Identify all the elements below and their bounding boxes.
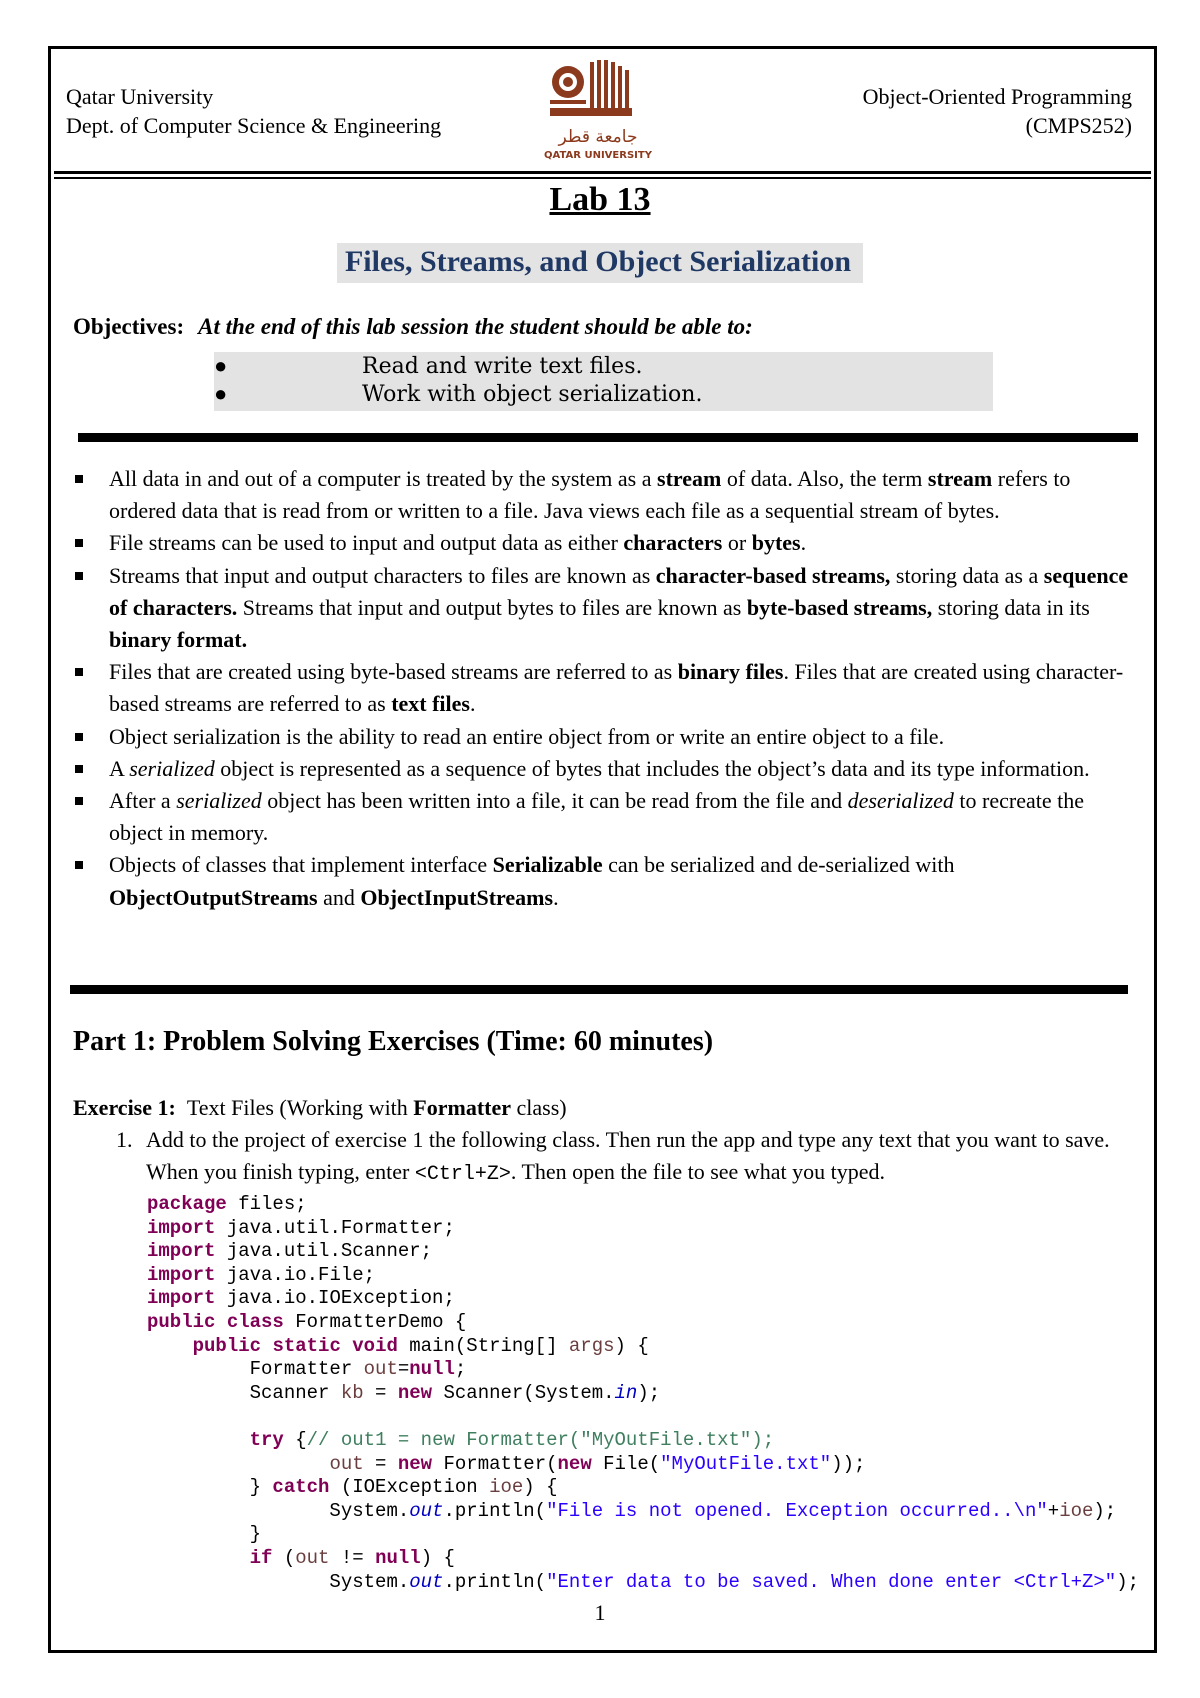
- square-bullet-icon: [75, 539, 83, 547]
- code-token: (IOException: [329, 1476, 490, 1499]
- bullet-dot-icon: ●: [214, 354, 228, 379]
- code-line: [147, 1453, 1139, 1477]
- bullet-text-run: characters: [623, 530, 723, 556]
- code-token: [147, 1547, 250, 1569]
- code-token: );: [1093, 1499, 1117, 1522]
- code-token: package: [147, 1193, 227, 1215]
- code-token: java.util.Formatter;: [215, 1216, 455, 1239]
- code-line: [147, 1571, 1139, 1595]
- code-token: java.util.Scanner;: [215, 1240, 433, 1263]
- part-title: Part 1: Problem Solving Exercises (Time: 60 minutes): [73, 1026, 714, 1057]
- bullet-text-run: ObjectOutputStreams: [109, 884, 318, 910]
- bullet-text-run: object is represented as a sequence of bytes that includes the object’s data and its type information.: [214, 755, 1090, 781]
- code-token: !=: [329, 1546, 376, 1569]
- step-key: <Ctrl+Z>: [414, 1163, 511, 1186]
- bullet-item: [74, 560, 1134, 657]
- code-line: [147, 1287, 1139, 1311]
- code-token: }: [147, 1523, 262, 1546]
- bullet-text-run: binary files: [677, 659, 784, 685]
- bullet-text-run: All data in and out of a computer is treated by the system as a: [109, 466, 658, 491]
- bullet-text-run: Streams that input and output characters to files are known as: [109, 562, 656, 588]
- code-line: [147, 1264, 1139, 1288]
- code-token: .println(: [443, 1499, 547, 1522]
- code-token: if: [249, 1546, 273, 1569]
- code-token: try: [249, 1428, 284, 1451]
- code-token: }: [147, 1476, 273, 1499]
- bullet-item: [74, 849, 1134, 913]
- bullet-text-run: of data. Also, the term: [721, 466, 928, 491]
- code-token: Formatter: [147, 1358, 364, 1381]
- bullet-text-run: ObjectInputStreams: [360, 884, 554, 910]
- code-token: [147, 1453, 329, 1475]
- concepts-bullet-list: [74, 463, 1134, 914]
- code-token: .println(: [443, 1570, 547, 1593]
- code-token: java.io.File;: [215, 1263, 376, 1286]
- bullet-text-run: . Files that are created using character-based streams are referred to as: [109, 659, 1124, 717]
- section-divider: [70, 985, 1128, 994]
- code-token: ioe: [1059, 1499, 1094, 1522]
- bullet-text-run: character-based streams,: [655, 562, 891, 588]
- bullet-text-run: A: [109, 755, 130, 781]
- objectives-heading: [73, 312, 753, 342]
- objectives-list: [214, 352, 993, 411]
- code-token: public: [192, 1334, 262, 1357]
- code-token: [147, 1429, 250, 1451]
- bullet-text-run: .: [469, 691, 476, 717]
- bullet-text-run: Objects of classes that implement interface: [109, 852, 493, 878]
- square-bullet-icon: [75, 733, 83, 741]
- bullet-text-run: and: [317, 884, 361, 910]
- department-name: Dept. of Computer Science & Engineering: [66, 113, 442, 138]
- code-line: [147, 1405, 1139, 1429]
- code-line: [147, 1335, 1139, 1359]
- code-token: null: [409, 1358, 455, 1381]
- bullet-text-run: .: [553, 884, 559, 910]
- code-token: public: [147, 1310, 216, 1333]
- square-bullet-icon: [75, 572, 83, 580]
- bullet-item: [74, 656, 1134, 720]
- code-line: [147, 1500, 1139, 1524]
- code-token: import: [147, 1216, 216, 1239]
- bullet-text-run: binary format.: [109, 627, 248, 653]
- code-token: Scanner(System.: [432, 1381, 615, 1404]
- exercise-title-post: class): [511, 1095, 567, 1120]
- code-token: import: [147, 1263, 216, 1286]
- code-token: System.: [147, 1570, 410, 1593]
- bullet-item: [74, 527, 1134, 559]
- code-line: [147, 1547, 1139, 1571]
- code-token: [341, 1335, 352, 1357]
- square-bullet-icon: [75, 797, 83, 805]
- code-line: [147, 1523, 1139, 1547]
- code-token: Formatter(: [432, 1452, 558, 1475]
- code-token: new: [397, 1452, 433, 1475]
- page-header: [66, 82, 1132, 162]
- step-text: [146, 1124, 1121, 1191]
- code-line: [147, 1311, 1139, 1335]
- code-token: new: [397, 1381, 433, 1404]
- code-token: {: [283, 1428, 307, 1451]
- code-token: void: [352, 1334, 398, 1357]
- code-token: out: [329, 1452, 364, 1475]
- course-code: (CMPS252): [1025, 113, 1132, 138]
- bullet-text-run: File streams can be used to input and output data as either: [109, 530, 624, 556]
- code-token: );: [637, 1381, 661, 1404]
- header-divider-bottom: [54, 177, 1151, 179]
- square-bullet-icon: [75, 861, 83, 869]
- lab-subtitle: Files, Streams, and Object Serialization: [337, 243, 863, 283]
- page-number: 1: [594, 1600, 606, 1625]
- lab-title: Lab 13: [549, 181, 651, 218]
- code-token: );: [1116, 1570, 1139, 1593]
- code-token: [147, 1335, 193, 1357]
- bullet-text-run: sequence of characters.: [109, 562, 1129, 620]
- code-line: [147, 1240, 1139, 1264]
- objective-text: Work with object serialization.: [362, 382, 703, 407]
- bullet-item: [74, 753, 1134, 785]
- code-token: =: [363, 1452, 398, 1475]
- course-name: Object-Oriented Programming: [862, 84, 1132, 109]
- code-token: out: [409, 1499, 444, 1522]
- code-token: "File is not opened. Exception occurred..\n": [546, 1499, 1048, 1522]
- subtitle-wrap: [0, 243, 1200, 283]
- bullet-text-run: stream: [927, 466, 993, 491]
- bullet-text-run: Streams that input and output bytes to files are known as: [237, 594, 747, 620]
- logo-english-text: QATAR UNIVERSITY: [544, 150, 652, 161]
- section-divider: [78, 433, 1138, 442]
- code-token: out: [295, 1546, 330, 1569]
- code-token: Scanner: [147, 1381, 341, 1404]
- bullet-text-run: serialized: [129, 755, 215, 781]
- code-line: [147, 1382, 1139, 1406]
- code-token: ioe: [489, 1476, 524, 1499]
- code-token: [215, 1311, 226, 1333]
- bullet-text-run: byte-based streams,: [746, 594, 933, 620]
- header-divider-top: [54, 171, 1151, 174]
- code-token: ) {: [420, 1546, 455, 1569]
- code-token: FormatterDemo {: [283, 1310, 467, 1333]
- code-token: out: [409, 1570, 444, 1593]
- bullet-item: [74, 463, 1134, 527]
- code-token: import: [147, 1287, 216, 1310]
- header-right: [863, 82, 1132, 140]
- objective-text: Read and write text files.: [362, 354, 643, 379]
- code-listing: [147, 1193, 1139, 1594]
- code-token: in: [614, 1381, 638, 1404]
- bullet-text-run: or: [722, 530, 752, 556]
- code-token: null: [375, 1546, 421, 1569]
- code-token: ) {: [614, 1334, 649, 1357]
- bullet-text-run: to recreate the object in memory.: [109, 788, 1084, 846]
- code-token: kb: [340, 1381, 364, 1404]
- exercise-label: Exercise 1:: [73, 1095, 176, 1120]
- bullet-text-run: .: [800, 530, 807, 556]
- code-token: files;: [226, 1193, 307, 1215]
- bullet-text-run: deserialized: [847, 788, 954, 814]
- code-token: static: [272, 1334, 341, 1357]
- code-line: [147, 1429, 1139, 1453]
- bullet-text-run: storing data in its: [932, 594, 1090, 620]
- bullet-text-run: Object serialization is the ability to read an entire object from or write an entire object to a file.: [109, 723, 945, 749]
- square-bullet-icon: [75, 668, 83, 676]
- step-text-pre: Add to the project of exercise 1 the following class. Then run the app and type any text that you want to save. When you finish typing, enter: [146, 1127, 1110, 1184]
- code-token: =: [397, 1358, 410, 1381]
- code-token: out: [363, 1358, 398, 1381]
- code-token: +: [1047, 1499, 1060, 1522]
- bullet-text-run: can be serialized and de-serialized with: [602, 852, 955, 878]
- objectives-label: Objectives:: [73, 314, 185, 339]
- bullet-text-run: serialized: [176, 788, 262, 814]
- header-left: [66, 82, 441, 140]
- code-line: [147, 1476, 1139, 1500]
- square-bullet-icon: [75, 475, 83, 483]
- code-token: (: [272, 1546, 296, 1569]
- exercise-title-pre: Text Files (Working with: [186, 1095, 414, 1120]
- bullet-text-run: bytes: [751, 530, 801, 556]
- code-token: File(: [591, 1452, 661, 1475]
- code-token: java.io.IOException;: [215, 1287, 455, 1310]
- code-line: [147, 1358, 1139, 1382]
- university-name: Qatar University: [66, 84, 214, 109]
- logo-arabic-text: جامعة قطر: [558, 127, 638, 147]
- qatar-university-logo: [538, 58, 658, 164]
- exercise-title: [73, 1093, 567, 1123]
- bullet-text-run: storing data as a: [890, 562, 1044, 588]
- code-token: System.: [147, 1499, 410, 1522]
- bullet-text-run: refers to ordered data that is read from or written to a file. Java views each file as a sequential stream of bytes.: [109, 466, 1071, 524]
- code-token: "MyOutFile.txt": [660, 1452, 832, 1475]
- code-token: "Enter data to be saved. When done enter <Ctrl+Z>": [546, 1570, 1117, 1593]
- bullet-text-run: text files: [391, 691, 470, 717]
- code-line: [147, 1217, 1139, 1241]
- bullet-item: [74, 785, 1134, 849]
- code-token: import: [147, 1240, 216, 1263]
- code-token: class: [226, 1310, 284, 1333]
- square-bullet-icon: [75, 765, 83, 773]
- code-token: new: [557, 1452, 592, 1475]
- code-token: ;: [454, 1358, 467, 1381]
- bullet-item: [74, 721, 1134, 753]
- code-token: main(String[]: [397, 1334, 569, 1357]
- bullet-dot-icon: ●: [214, 382, 228, 407]
- code-token: catch: [272, 1476, 330, 1499]
- code-token: args: [568, 1334, 615, 1357]
- step-text-post: . Then open the file to see what you typed.: [510, 1159, 885, 1184]
- exercise-title-bold: Formatter: [413, 1095, 512, 1120]
- code-token: ) {: [523, 1476, 558, 1499]
- code-token: [261, 1335, 272, 1357]
- bullet-text-run: Serializable: [492, 852, 603, 878]
- code-token: =: [363, 1381, 398, 1404]
- bullet-text-run: stream: [657, 466, 722, 491]
- code-token: ));: [831, 1452, 866, 1475]
- bullet-text-run: object has been written into a file, it can be read from the file and: [261, 788, 848, 814]
- code-line: [147, 1193, 1139, 1217]
- code-token: // out1 = new Formatter("MyOutFile.txt");: [306, 1428, 775, 1451]
- objectives-intro: At the end of this lab session the student should be able to:: [198, 314, 753, 339]
- bullet-text-run: Files that are created using byte-based streams are referred to as: [109, 659, 678, 685]
- step-number: 1.: [116, 1127, 133, 1152]
- bullet-text-run: After a: [109, 788, 177, 814]
